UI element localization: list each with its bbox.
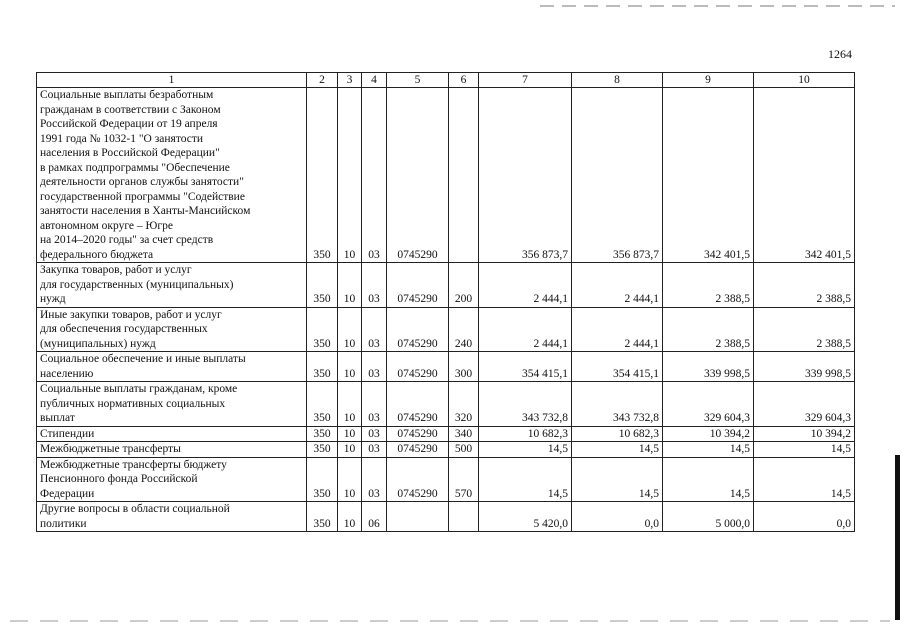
description-line: Межбюджетные трансферты бюджету <box>40 458 227 471</box>
description-line: Другие вопросы в области социальной <box>40 503 230 515</box>
amount-cell: 354 415,1 <box>479 352 572 382</box>
section-cell: 10 <box>338 502 362 532</box>
description-line: Стипендии <box>40 427 95 440</box>
target-article-cell <box>387 502 449 532</box>
description-line: в рамках подпрограммы "Обеспечение <box>40 161 230 174</box>
scan-artifact-top <box>540 5 895 7</box>
subsection-cell: 03 <box>362 352 387 382</box>
description-line: гражданам в соответствии с Законом <box>40 103 221 116</box>
description-line: Социальные выплаты безработным <box>40 89 214 101</box>
budget-chapter-cell: 350 <box>307 307 338 352</box>
column-header: 9 <box>663 73 754 88</box>
subsection-cell: 03 <box>362 88 387 263</box>
header-row <box>37 73 855 88</box>
expense-type-cell: 200 <box>449 263 479 308</box>
description-cell <box>37 352 307 382</box>
expense-type-cell: 500 <box>449 442 479 458</box>
column-header: 7 <box>479 73 572 88</box>
amount-cell: 2 388,5 <box>754 307 855 352</box>
page-number: 1264 <box>828 47 852 61</box>
amount-cell: 14,5 <box>663 442 754 458</box>
column-header: 6 <box>449 73 479 88</box>
amount-cell: 342 401,5 <box>754 88 855 263</box>
section-cell: 10 <box>338 352 362 382</box>
amount-cell: 2 444,1 <box>572 263 663 308</box>
description-line: государственной программы "Содействие <box>40 190 245 203</box>
column-header: 4 <box>362 73 387 88</box>
table-row <box>37 457 855 502</box>
budget-table <box>36 72 855 532</box>
amount-cell: 339 998,5 <box>754 352 855 382</box>
amount-cell: 10 394,2 <box>663 426 754 442</box>
amount-cell: 356 873,7 <box>479 88 572 263</box>
amount-cell: 14,5 <box>572 442 663 458</box>
amount-cell: 10 394,2 <box>754 426 855 442</box>
description-cell <box>37 442 307 458</box>
description-line: 1991 года № 1032-1 "О занятости <box>40 132 204 145</box>
amount-cell: 14,5 <box>754 457 855 502</box>
expense-type-cell: 340 <box>449 426 479 442</box>
description-line: автономном округе – Югре <box>40 219 173 232</box>
target-article-cell: 0745290 <box>387 426 449 442</box>
scan-artifact-bottom <box>10 620 890 622</box>
description-line: федерального бюджета <box>40 248 154 261</box>
description-line: на 2014–2020 годы" за счет средств <box>40 234 214 246</box>
amount-cell: 14,5 <box>663 457 754 502</box>
description-line: для государственных (муниципальных) <box>40 278 234 291</box>
amount-cell: 342 401,5 <box>663 88 754 263</box>
column-header: 10 <box>754 73 855 88</box>
description-cell <box>37 307 307 352</box>
description-cell <box>37 426 307 442</box>
column-header: 2 <box>307 73 338 88</box>
description-cell <box>37 263 307 308</box>
column-header: 1 <box>37 73 307 88</box>
section-cell: 10 <box>338 457 362 502</box>
amount-cell: 343 732,8 <box>479 382 572 427</box>
description-line: для обеспечения государственных <box>40 323 208 335</box>
budget-chapter-cell: 350 <box>307 457 338 502</box>
amount-cell: 2 444,1 <box>479 307 572 352</box>
description-line: Социальные выплаты гражданам, кроме <box>40 383 238 395</box>
subsection-cell: 03 <box>362 442 387 458</box>
amount-cell: 14,5 <box>479 457 572 502</box>
description-line: нужд <box>40 293 66 305</box>
budget-chapter-cell: 350 <box>307 502 338 532</box>
description-line: Федерации <box>40 487 95 500</box>
description-cell <box>37 382 307 427</box>
target-article-cell: 0745290 <box>387 88 449 263</box>
amount-cell: 5 000,0 <box>663 502 754 532</box>
description-line: занятости населения в Ханты-Мансийском <box>40 205 251 217</box>
description-line: выплат <box>40 412 75 424</box>
amount-cell: 2 444,1 <box>572 307 663 352</box>
description-line: политики <box>40 517 87 530</box>
table-row <box>37 263 855 308</box>
description-line: публичных нормативных социальных <box>40 397 226 410</box>
table-row <box>37 426 855 442</box>
column-header: 5 <box>387 73 449 88</box>
description-line: деятельности органов службы занятости" <box>40 176 244 188</box>
budget-chapter-cell: 350 <box>307 382 338 427</box>
column-header: 8 <box>572 73 663 88</box>
amount-cell: 329 604,3 <box>663 382 754 427</box>
subsection-cell: 03 <box>362 263 387 308</box>
subsection-cell: 03 <box>362 307 387 352</box>
budget-chapter-cell: 350 <box>307 426 338 442</box>
amount-cell: 2 444,1 <box>479 263 572 308</box>
amount-cell: 14,5 <box>572 457 663 502</box>
table-row <box>37 382 855 427</box>
expense-type-cell: 240 <box>449 307 479 352</box>
amount-cell: 356 873,7 <box>572 88 663 263</box>
target-article-cell: 0745290 <box>387 457 449 502</box>
target-article-cell: 0745290 <box>387 442 449 458</box>
amount-cell: 343 732,8 <box>572 382 663 427</box>
amount-cell: 10 682,3 <box>479 426 572 442</box>
amount-cell: 5 420,0 <box>479 502 572 532</box>
section-cell: 10 <box>338 382 362 427</box>
description-line: Межбюджетные трансферты <box>40 443 181 455</box>
table-row <box>37 352 855 382</box>
section-cell: 10 <box>338 263 362 308</box>
column-header: 3 <box>338 73 362 88</box>
expense-type-cell: 320 <box>449 382 479 427</box>
table-body <box>37 88 855 532</box>
budget-chapter-cell: 350 <box>307 442 338 458</box>
amount-cell: 10 682,3 <box>572 426 663 442</box>
budget-chapter-cell: 350 <box>307 263 338 308</box>
section-cell: 10 <box>338 442 362 458</box>
description-line: Иные закупки товаров, работ и услуг <box>40 308 222 321</box>
amount-cell: 14,5 <box>479 442 572 458</box>
description-line: Социальное обеспечение и иные выплаты <box>40 353 246 365</box>
subsection-cell: 03 <box>362 382 387 427</box>
description-cell <box>37 88 307 263</box>
expense-type-cell: 570 <box>449 457 479 502</box>
description-cell <box>37 457 307 502</box>
target-article-cell: 0745290 <box>387 263 449 308</box>
description-line: населения в Российской Федерации" <box>40 147 220 159</box>
description-line: Пенсионного фонда Российской <box>40 473 198 485</box>
expense-type-cell <box>449 88 479 263</box>
scan-artifact-edge <box>895 455 900 620</box>
table-row <box>37 442 855 458</box>
target-article-cell: 0745290 <box>387 382 449 427</box>
amount-cell: 0,0 <box>754 502 855 532</box>
amount-cell: 2 388,5 <box>663 263 754 308</box>
table-row <box>37 502 855 532</box>
expense-type-cell <box>449 502 479 532</box>
amount-cell: 339 998,5 <box>663 352 754 382</box>
description-line: Закупка товаров, работ и услуг <box>40 264 192 276</box>
amount-cell: 354 415,1 <box>572 352 663 382</box>
section-cell: 10 <box>338 88 362 263</box>
amount-cell: 2 388,5 <box>754 263 855 308</box>
subsection-cell: 03 <box>362 426 387 442</box>
table-row <box>37 307 855 352</box>
target-article-cell: 0745290 <box>387 307 449 352</box>
section-cell: 10 <box>338 307 362 352</box>
amount-cell: 2 388,5 <box>663 307 754 352</box>
amount-cell: 329 604,3 <box>754 382 855 427</box>
subsection-cell: 03 <box>362 457 387 502</box>
amount-cell: 0,0 <box>572 502 663 532</box>
table-row <box>37 88 855 263</box>
description-line: (муниципальных) нужд <box>40 337 156 350</box>
budget-chapter-cell: 350 <box>307 352 338 382</box>
description-line: Российской Федерации от 19 апреля <box>40 118 218 130</box>
description-cell <box>37 502 307 532</box>
target-article-cell: 0745290 <box>387 352 449 382</box>
subsection-cell: 06 <box>362 502 387 532</box>
description-line: населению <box>40 367 94 380</box>
amount-cell: 14,5 <box>754 442 855 458</box>
section-cell: 10 <box>338 426 362 442</box>
budget-chapter-cell: 350 <box>307 88 338 263</box>
expense-type-cell: 300 <box>449 352 479 382</box>
